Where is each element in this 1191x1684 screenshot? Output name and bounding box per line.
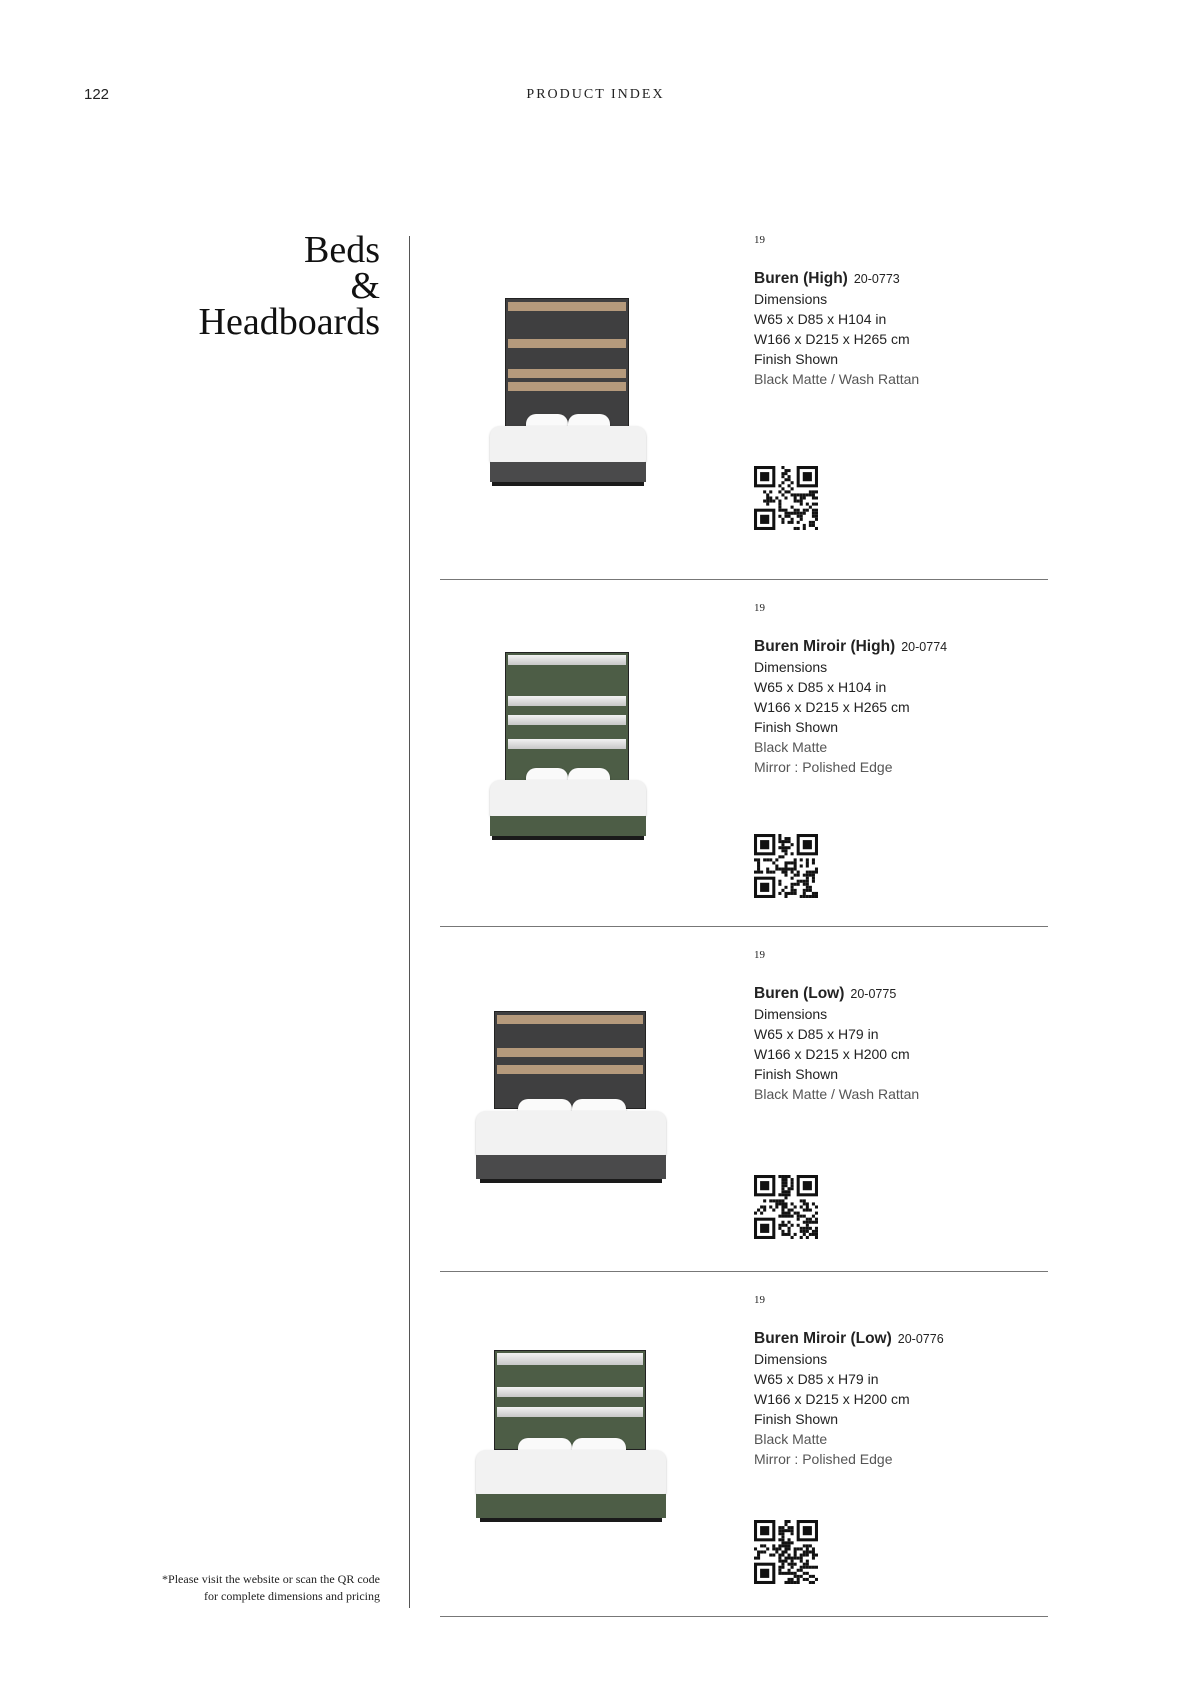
qr-code-icon[interactable]: [754, 1175, 818, 1239]
running-header: PRODUCT INDEX: [526, 87, 665, 102]
dimensions-label: Dimensions: [754, 1006, 828, 1022]
dimensions-cm: W166 x D215 x H200 cm: [754, 1391, 910, 1407]
footnote-line: *Please visit the website or scan the QR code: [162, 1572, 380, 1586]
rattan-strip: [508, 339, 626, 348]
product-entry: [440, 1272, 1048, 1617]
finish-label: Finish Shown: [754, 1066, 839, 1082]
bed-foot: [480, 1518, 662, 1522]
qr-code-icon[interactable]: [754, 466, 818, 530]
rattan-strip: [508, 302, 626, 311]
finish-label: Finish Shown: [754, 351, 839, 367]
product-title: [754, 268, 1044, 289]
product-entry: [440, 226, 1048, 580]
bed-foot: [492, 836, 644, 840]
dimensions-in: W65 x D85 x H104 in: [754, 311, 887, 327]
mattress: [476, 1111, 666, 1155]
headboard: [505, 652, 629, 782]
bed-base: [490, 816, 646, 836]
bed-illustration: [476, 1350, 668, 1528]
footnote-line: for complete dimensions and pricing: [204, 1589, 380, 1603]
mattress: [490, 426, 646, 462]
bed-foot: [480, 1179, 662, 1183]
product-info: [754, 268, 1044, 389]
dimensions-label: Dimensions: [754, 291, 828, 307]
page-reference: 19: [754, 949, 765, 961]
finish-value: Black Matte: [754, 739, 828, 755]
dimensions-in: W65 x D85 x H79 in: [754, 1371, 879, 1387]
product-name: Buren (High): [754, 270, 848, 287]
qr-code-icon[interactable]: [754, 1520, 818, 1584]
dimensions-label: Dimensions: [754, 659, 828, 675]
rattan-strip: [508, 369, 626, 378]
product-name: Buren Miroir (High): [754, 638, 896, 655]
dimensions-cm: W166 x D215 x H265 cm: [754, 699, 910, 715]
product-name: Buren Miroir (Low): [754, 1330, 892, 1347]
finish-value: Black Matte: [754, 1431, 828, 1447]
mirror-strip: [497, 1387, 643, 1397]
product-title: [754, 636, 1044, 657]
mirror-strip: [497, 1407, 643, 1417]
product-code: 20-0775: [850, 987, 897, 1001]
product-title: [754, 983, 1044, 1004]
mattress: [490, 780, 646, 816]
product-title: [754, 1328, 1044, 1349]
section-title-line: Beds: [304, 229, 380, 271]
product-info: [754, 1328, 1044, 1469]
section-title-line: &: [350, 265, 380, 307]
rattan-strip: [497, 1048, 643, 1057]
mirror-strip: [497, 1353, 643, 1365]
page-reference: 19: [754, 1294, 765, 1306]
product-entry: [440, 580, 1048, 927]
headboard: [505, 298, 629, 428]
product-info: [754, 636, 1044, 777]
bed-base: [476, 1155, 666, 1179]
finish-label: Finish Shown: [754, 1411, 839, 1427]
finish-value: Black Matte / Wash Rattan: [754, 371, 920, 387]
bed-illustration: [490, 652, 650, 846]
page-reference: 19: [754, 234, 765, 246]
section-title: [198, 229, 380, 343]
qr-code-icon[interactable]: [754, 834, 818, 898]
dimensions-cm: W166 x D215 x H265 cm: [754, 331, 910, 347]
dimensions-cm: W166 x D215 x H200 cm: [754, 1046, 910, 1062]
headboard: [494, 1011, 646, 1109]
dimensions-in: W65 x D85 x H79 in: [754, 1026, 879, 1042]
dimensions-in: W65 x D85 x H104 in: [754, 679, 887, 695]
page-number: 122: [84, 86, 110, 103]
mirror-strip: [508, 739, 626, 749]
bed-illustration: [476, 1011, 668, 1189]
finish-value: Mirror : Polished Edge: [754, 1451, 893, 1467]
section-title-line: Headboards: [198, 301, 380, 343]
bed-base: [490, 462, 646, 482]
headboard: [494, 1350, 646, 1450]
rattan-strip: [497, 1065, 643, 1074]
product-code: 20-0774: [901, 640, 948, 654]
product-info: [754, 983, 1044, 1104]
mirror-strip: [508, 696, 626, 706]
finish-label: Finish Shown: [754, 719, 839, 735]
rattan-strip: [508, 382, 626, 391]
product-divider: [440, 1616, 1048, 1617]
finish-value: Mirror : Polished Edge: [754, 759, 893, 775]
page-reference: 19: [754, 602, 765, 614]
bed-foot: [492, 482, 644, 486]
bed-base: [476, 1494, 666, 1518]
mirror-strip: [508, 655, 626, 665]
rattan-strip: [497, 1015, 643, 1024]
footnote: [162, 1571, 380, 1605]
dimensions-label: Dimensions: [754, 1351, 828, 1367]
mattress: [476, 1450, 666, 1494]
mirror-strip: [508, 715, 626, 725]
product-name: Buren (Low): [754, 985, 845, 1002]
product-entry: [440, 927, 1048, 1272]
product-code: 20-0776: [897, 1332, 944, 1346]
finish-value: Black Matte / Wash Rattan: [754, 1086, 920, 1102]
vertical-divider: [409, 236, 410, 1608]
bed-illustration: [490, 298, 650, 492]
product-code: 20-0773: [853, 272, 900, 286]
